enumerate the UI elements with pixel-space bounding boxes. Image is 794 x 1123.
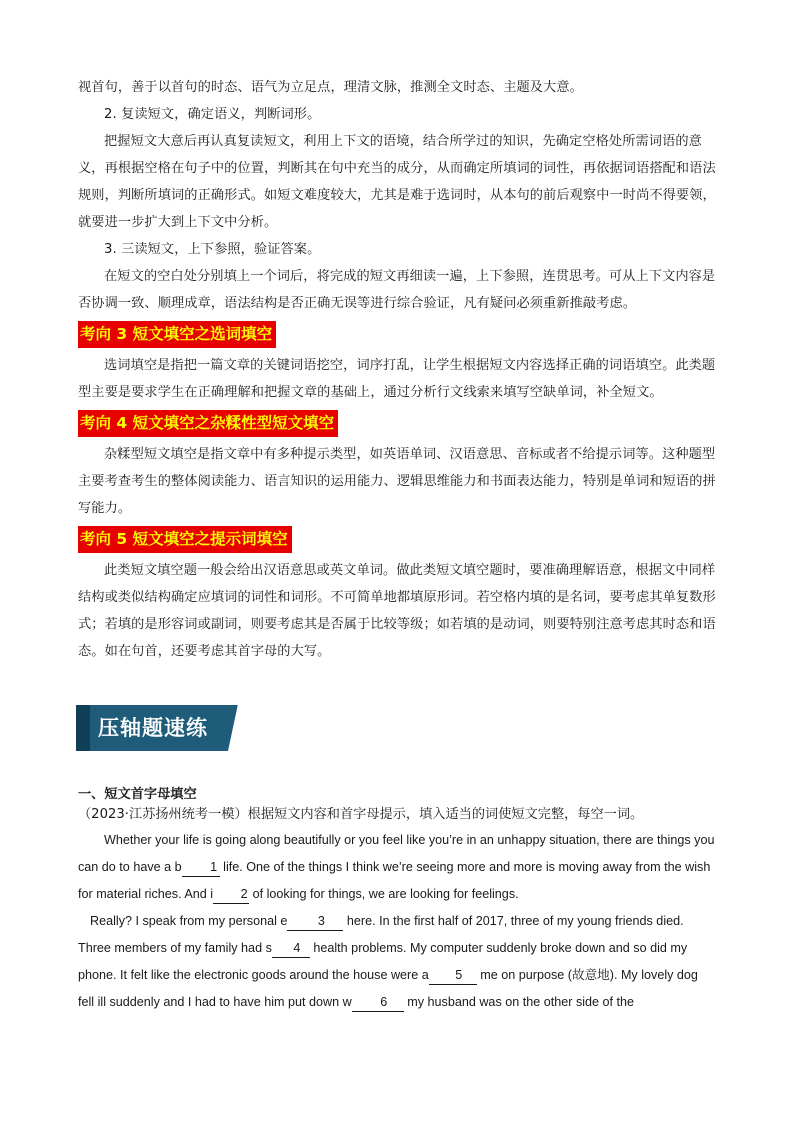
section-3 — [78, 321, 716, 348]
section-5-tag: 考向 5 短文填空之提示词填空 — [78, 526, 292, 553]
step-2-title: 2. 复读短文，确定语义，判断词形。 — [104, 107, 321, 122]
passage-text: here. In the first half of 2017, three of my young friends died. Three members of my family had s — [78, 914, 684, 955]
banner-label: 压轴题速练 — [98, 716, 208, 740]
intro-line: 视首句，善于以首句的时态、语气为立足点，理清文脉，推测全文时态、主题及大意。 — [78, 80, 583, 95]
passage-text: my husband was on the other side of the — [403, 995, 635, 1009]
blank-1[interactable]: 1 — [182, 858, 220, 877]
section-4 — [78, 410, 716, 437]
step-2-body: 把握短文大意后再认真复读短文，利用上下文的语境，结合所学过的知识，先确定空格处所需词语的意义，再根据空格在句子中的位置，判断其在句中充当的成分，从而确定所填词的词性，再依据词语搭配和语法规则，判断所填词的正确形式。如短文难度较大，尤其是难于选词时，从本句的前后观察中一时尚不得要领，就要进一步扩大到上下文中分析。 — [78, 134, 716, 230]
section-3-tag: 考向 3 短文填空之选词填空 — [78, 321, 276, 348]
passage-text: life. One of the things I think we’re seeing more and more is moving away from the wish for material riches. And i — [78, 860, 711, 901]
passage-paragraph-1 — [78, 827, 716, 908]
blank-5[interactable]: 5 — [429, 966, 477, 985]
passage-text: Whether your life is going along beautifully or you feel like you’re in an unhappy situation, there are things you can do to have a b — [78, 833, 715, 874]
section-4-body: 杂糅型短文填空是指文章中有多种提示类型，如英语单词、汉语意思、音标或者不给提示词等。这种题型主要考查考生的整体阅读能力、语言知识的运用能力、逻辑思维能力和书面表达能力，特别是单词和短语的拼写能力。 — [78, 447, 716, 516]
step-3-title: 3. 三读短文，上下参照，验证答案。 — [104, 242, 321, 257]
practice-heading: 一、短文首字母填空 — [78, 787, 197, 802]
blank-2[interactable]: 2 — [213, 885, 249, 904]
passage-paragraph-2 — [78, 908, 716, 1016]
passage-text: of looking for things, we are looking for feelings. — [249, 887, 519, 901]
section-5 — [78, 526, 716, 553]
passage-text: me on purpose (故意地). My lovely dog fell ill suddenly and I had to have him put down w — [78, 968, 698, 1009]
blank-4[interactable]: 4 — [272, 939, 310, 958]
practice-source: （2023·江苏扬州统考一模）根据短文内容和首字母提示，填入适当的词使短文完整，每空一词。 — [78, 807, 644, 822]
step-3-body: 在短文的空白处分别填上一个词后，将完成的短文再细读一遍，上下参照，连贯思考。可从上下文内容是否协调一致、顺理成章，语法结构是否正确无误等进行综合验证，凡有疑问必须重新推敲考虑。 — [78, 269, 716, 311]
blank-3[interactable]: 3 — [287, 912, 343, 931]
section-5-body: 此类短文填空题一般会给出汉语意思或英文单词。做此类短文填空题时，要准确理解语意，根据文中同样结构或类似结构确定应填词的词性和词形。不可简单地都填原形词。若空格内填的是名词，要考虑其单复数形式；若填的是形容词或副词，则要考虑其是否属于比较等级；如若填的是动词，则要特别注意考虑其时态和语态。如在句首，还要考虑其首字母的大写。 — [78, 563, 716, 659]
banner-accent-bar — [76, 705, 90, 751]
practice-banner — [78, 705, 228, 751]
section-4-tag: 考向 4 短文填空之杂糅性型短文填空 — [78, 410, 338, 437]
blank-6[interactable]: 6 — [352, 993, 404, 1012]
passage-text: health problems. My computer suddenly broke down and so did my phone. It felt like the electronic goods around the house were a — [78, 941, 688, 982]
section-3-body: 选词填空是指把一篇文章的关键词语挖空，词序打乱，让学生根据短文内容选择正确的词语填空。此类题型主要是要求学生在正确理解和把握文章的基础上，通过分析行文线索来填写空缺单词，补全短文。 — [78, 358, 716, 400]
passage-text: Really? I speak from my personal e — [90, 914, 288, 928]
